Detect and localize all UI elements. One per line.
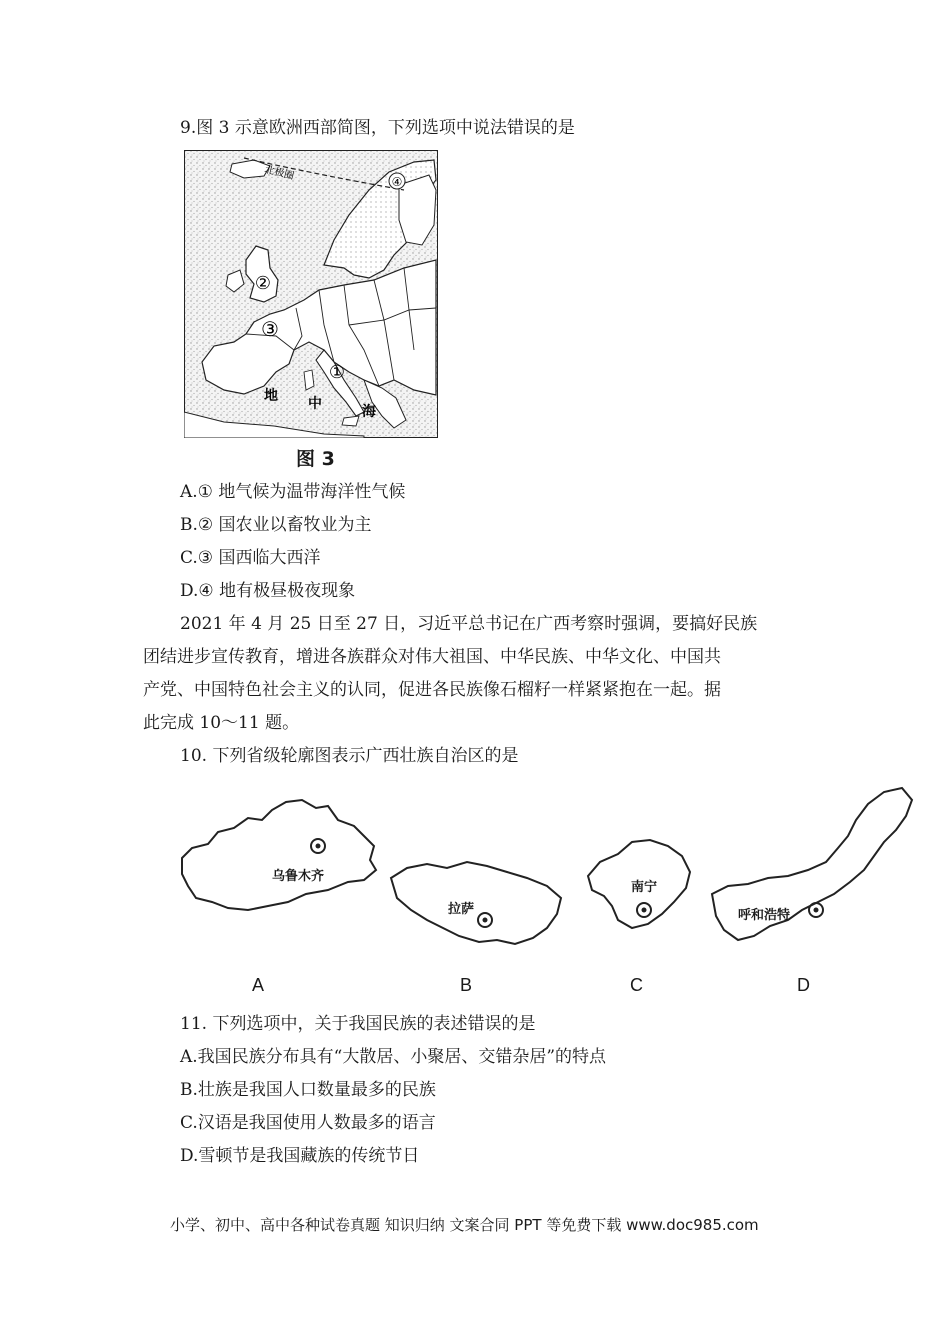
marker-4 [389,173,405,189]
europe-map [184,150,438,438]
q11-option-b: B.壮族是我国人口数量最多的民族 [180,1080,436,1100]
svg-text:④: ④ [391,175,403,189]
q9-stem: 9.图 3 示意欧洲西部简图，下列选项中说法错误的是 [180,118,575,138]
marker-2 [255,273,271,294]
capital-label-b: 拉萨 [448,902,475,917]
q11-stem: 11. 下列选项中，关于我国民族的表述错误的是 [180,1014,536,1034]
marker-1 [329,362,345,383]
svg-text:③: ③ [261,317,279,341]
capital-label-d: 呼和浩特 [738,908,791,923]
sea-label-3: 海 [362,404,376,420]
province-outline-a [178,798,380,916]
capital-label-c: 南宁 [631,880,658,895]
q9-option-a: A.① 地气候为温带海洋性气候 [180,482,406,502]
passage-line-1: 2021 年 4 月 25 日至 27 日，习近平总书记在广西考察时强调，要搞好民族 [180,614,758,634]
q9-option-d: D.④ 地有极昼极夜现象 [180,581,356,601]
q10-stem: 10. 下列省级轮廓图表示广西壮族自治区的是 [180,746,519,766]
sea-label-2: 中 [308,396,322,412]
q11-option-d: D.雪顿节是我国藏族的传统节日 [180,1146,420,1166]
capital-label-a: 乌鲁木齐 [272,869,325,884]
province-outline-b [387,858,565,948]
svg-text:①: ① [328,362,346,383]
option-letter-c: C [630,975,643,995]
figure-caption: 图 3 [296,448,335,470]
arctic-circle-label: 北极圈 [263,164,296,183]
q11-option-c: C.汉语是我国使用人数最多的语言 [180,1113,436,1133]
option-letter-d: D [797,975,810,995]
marker-3 [261,317,279,341]
footer-text: 小学、初中、高中各种试卷真题 知识归纳 文案合同 PPT 等免费下载 www.doc985.com [170,1216,759,1234]
svg-text:②: ② [254,273,272,294]
passage-line-4: 此完成 10～11 题。 [143,713,300,733]
q9-option-b: B.② 国农业以畜牧业为主 [180,515,372,535]
option-letter-a: A [252,975,265,995]
option-letter-b: B [460,975,473,995]
passage-line-2: 团结进步宣传教育，增进各族群众对伟大祖国、中华民族、中华文化、中国共 [143,647,721,667]
q9-option-c: C.③ 国西临大西洋 [180,548,321,568]
passage-line-3: 产党、中国特色社会主义的认同，促进各民族像石榴籽一样紧紧抱在一起。据 [143,680,721,700]
q11-option-a: A.我国民族分布具有“大散居、小聚居、交错杂居”的特点 [180,1047,607,1067]
sea-label-1: 地 [264,388,278,404]
